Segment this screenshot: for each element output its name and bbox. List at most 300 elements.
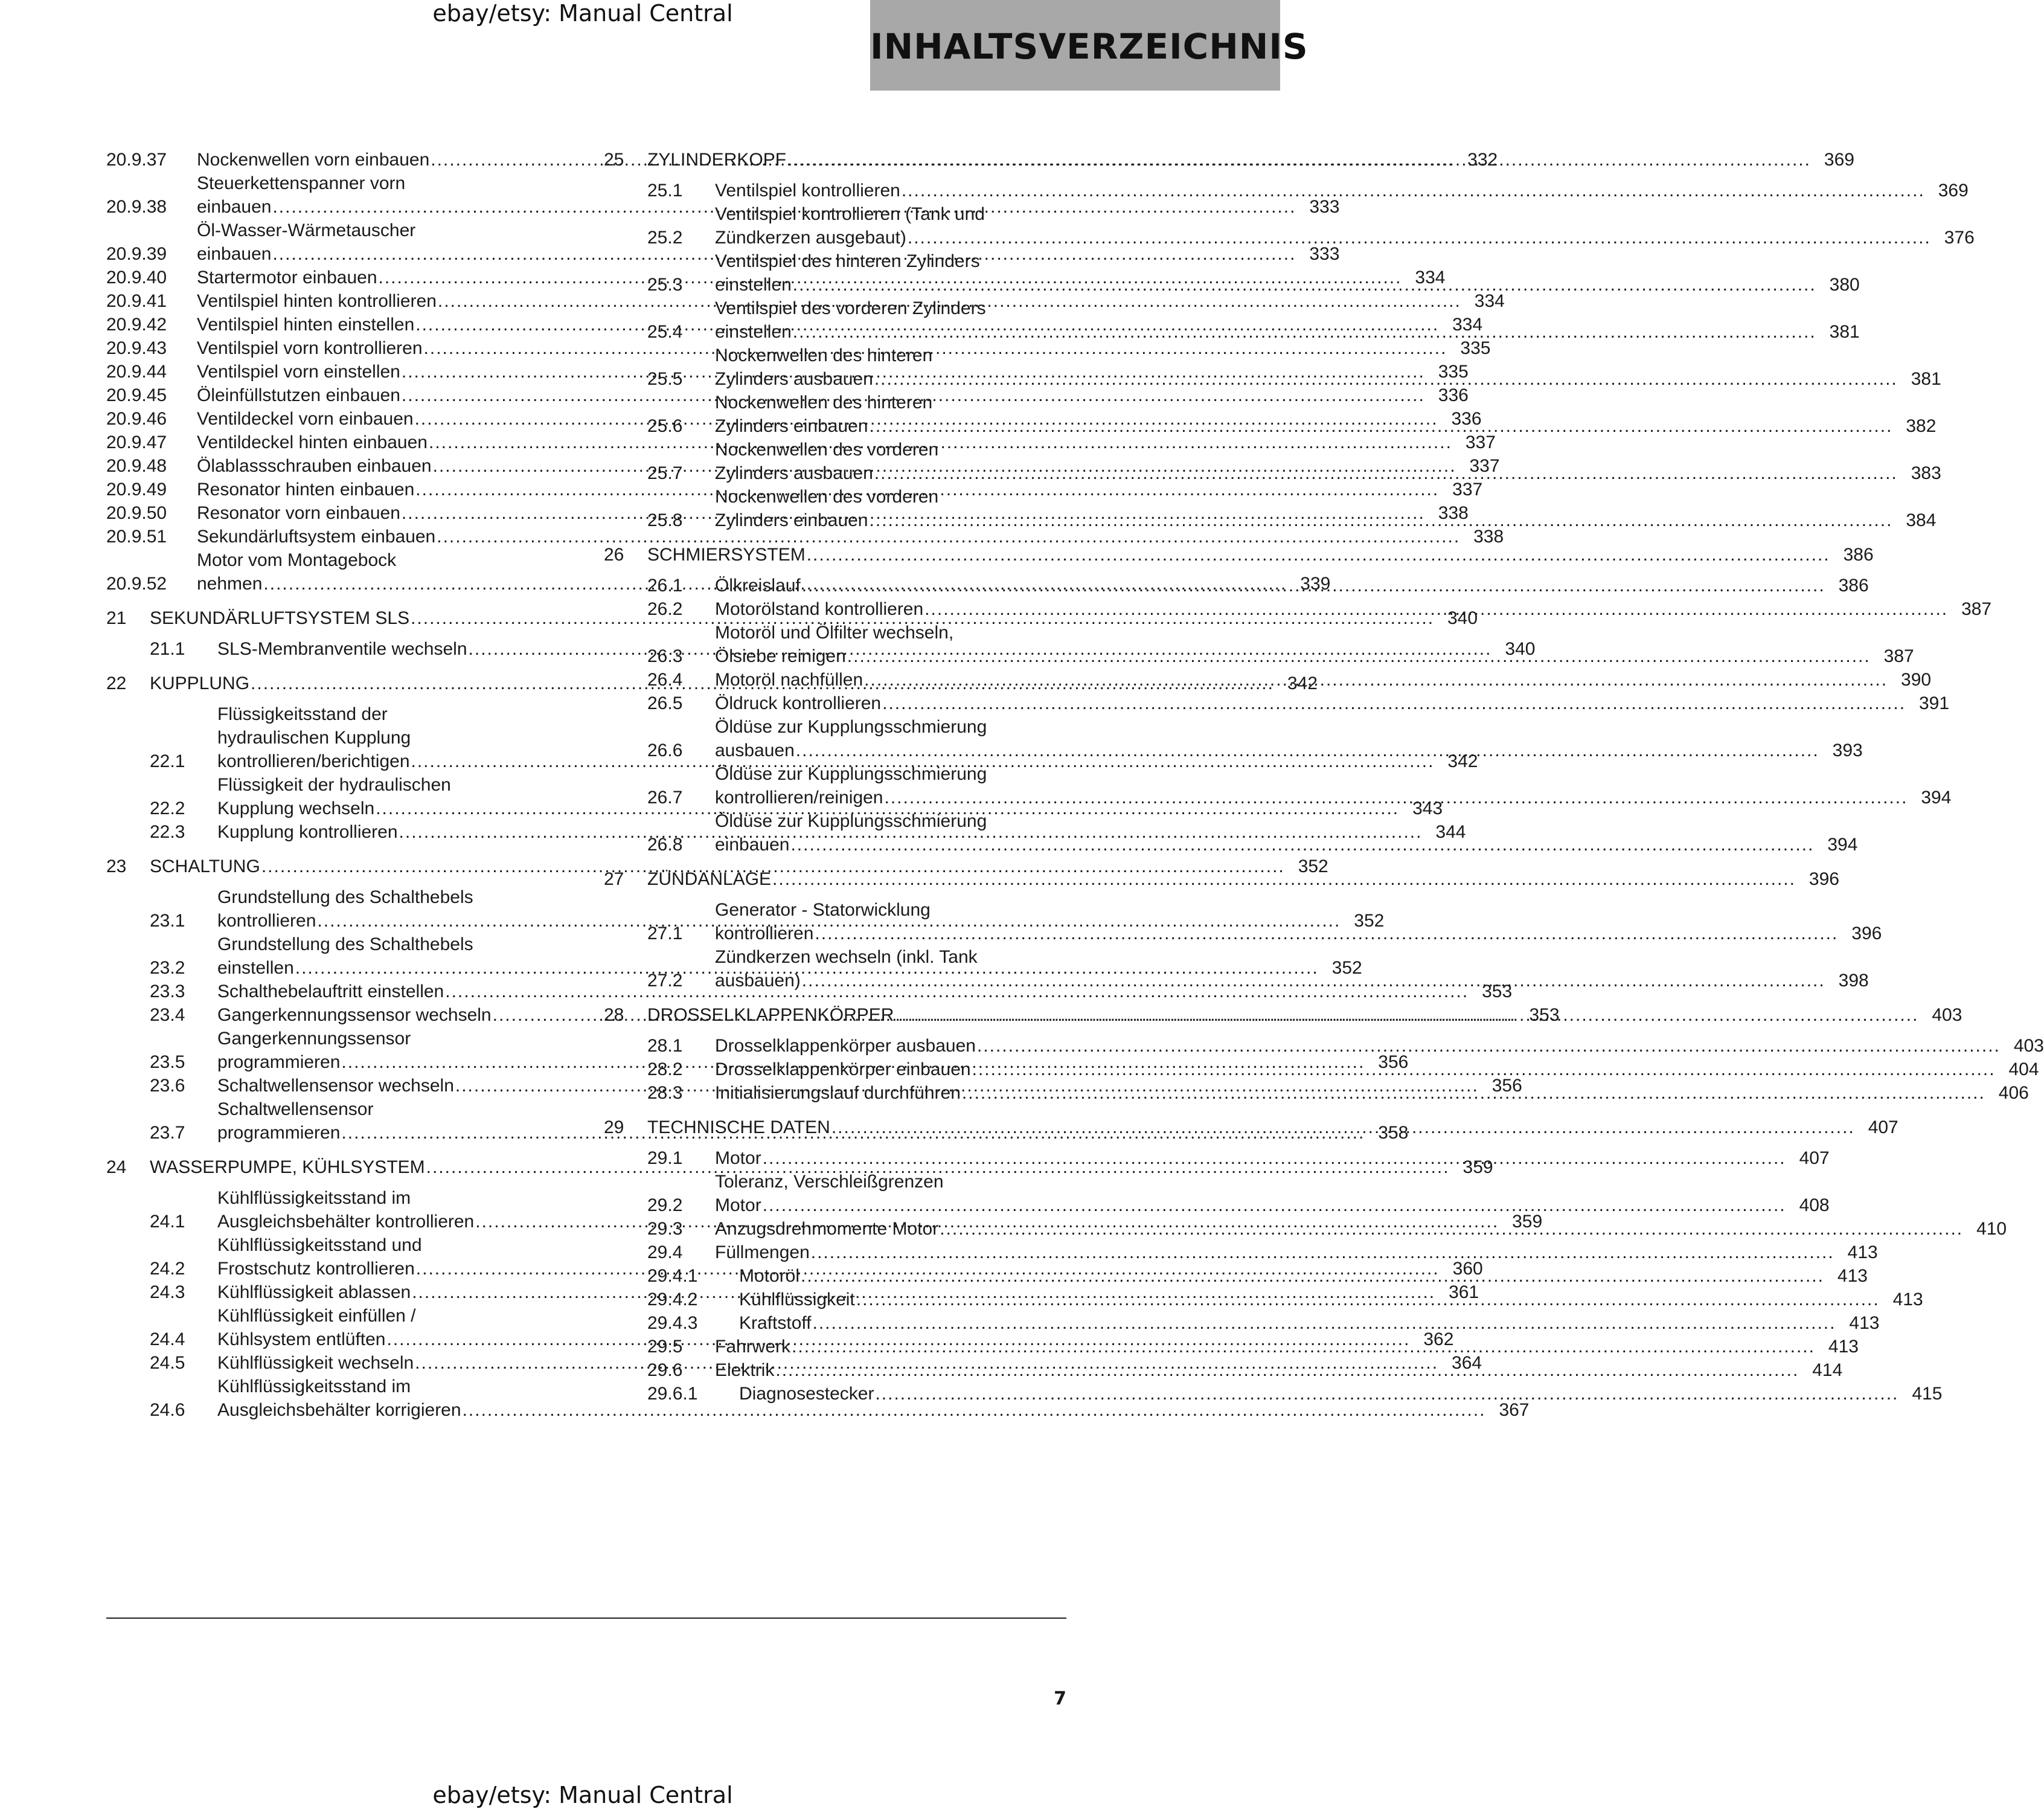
toc-entry-title: kontrollieren/reinigen <box>715 788 883 808</box>
toc-page-number: 335 <box>1460 338 1491 358</box>
toc-dot-leader <box>902 179 1925 202</box>
toc-entry-title: Zündkerzen ausgebaut) <box>715 228 906 248</box>
toc-page-number: 352 <box>1331 958 1362 978</box>
toc-dot-leader <box>793 320 1816 344</box>
toc-entry-number: 28.1 <box>647 1036 683 1056</box>
toc-page-number: 398 <box>1838 971 1869 991</box>
toc-entry-number: 26.6 <box>647 741 683 760</box>
toc-entry-number: 23.7 <box>150 1123 185 1143</box>
toc-page-number: 383 <box>1911 463 1941 483</box>
toc-entry-title: Kühlflüssigkeit <box>739 1290 855 1309</box>
toc-page-number: 394 <box>1827 835 1858 855</box>
toc-page-number: 413 <box>1849 1313 1880 1333</box>
toc-page-number: 394 <box>1921 788 1952 808</box>
header-banner <box>870 0 1309 91</box>
toc-page-number: 340 <box>1505 639 1536 659</box>
toc-entry-number: 20.9.49 <box>106 480 167 500</box>
toc-entry-number: 20.9.48 <box>106 456 167 476</box>
toc-entry-title: SEKUNDÄRLUFTSYSTEM SLS <box>150 608 410 628</box>
toc-entry-number: 26.2 <box>647 599 683 619</box>
toc-entry-title: Resonator hinten einbauen <box>197 480 415 500</box>
toc-page-number: 403 <box>1932 1005 1962 1025</box>
toc-entry-title: Füllmengen <box>715 1242 810 1262</box>
toc-page-number: 413 <box>1847 1242 1878 1262</box>
toc-page-number: 386 <box>1838 576 1869 596</box>
toc-entry-title: ausbauen) <box>715 971 801 991</box>
toc-dot-leader <box>802 574 1825 597</box>
toc-entry-number: 23.5 <box>150 1052 185 1072</box>
toc-page-number: 382 <box>1906 416 1937 436</box>
toc-entry-title: Initialisierungslauf durchführen <box>715 1083 961 1103</box>
toc-page-number: 387 <box>1883 646 1914 666</box>
toc-entry-title: Kühlsystem entlüften <box>217 1329 386 1349</box>
toc-entry-title: Motoröl nachfüllen <box>715 670 863 690</box>
toc-dot-leader <box>772 867 1796 891</box>
toc-entry-number: 20.9.50 <box>106 503 167 523</box>
toc-entry[interactable] <box>106 525 1504 548</box>
toc-entry-title: Generator - Statorwicklung <box>715 900 931 920</box>
toc-page-number: 336 <box>1451 409 1482 429</box>
toc-page-number: 334 <box>1474 291 1505 311</box>
toc-entry-number: 20.9.40 <box>106 268 167 288</box>
toc-entry-title: Resonator vorn einbauen <box>197 503 400 523</box>
toc-dot-leader <box>875 1382 1898 1406</box>
toc-dot-leader <box>977 1034 2001 1058</box>
toc-entry-title: SCHALTUNG <box>150 856 260 876</box>
toc-entry-title: Sekundärluftsystem einbauen <box>197 527 436 547</box>
toc-entry-title: einstellen <box>715 322 792 342</box>
toc-entry-number: 25.2 <box>647 228 683 248</box>
toc-page-number: 393 <box>1832 741 1863 760</box>
toc-entry-number: 20.9.52 <box>106 574 167 594</box>
toc-dot-leader <box>874 461 1898 485</box>
toc-dot-leader <box>864 668 1888 692</box>
toc-entry-title: Gangerkennungssensor wechseln <box>217 1005 492 1025</box>
toc-dot-leader <box>790 833 1814 856</box>
toc-page-number: 342 <box>1287 673 1318 693</box>
toc-page-number: 340 <box>1447 608 1478 628</box>
toc-entry-title: Motorölstand kontrollieren <box>715 599 924 619</box>
toc-entry-number: 28.2 <box>647 1059 683 1079</box>
toc-entry-title: Ventilspiel vorn einstellen <box>197 362 400 382</box>
toc-dot-leader <box>962 1081 1985 1105</box>
toc-page-number: 414 <box>1812 1360 1843 1380</box>
toc-entry-title: Motoröl <box>739 1266 800 1286</box>
toc-entry-title: Ausgleichsbehälter kontrollieren <box>217 1212 475 1232</box>
toc-page-number: 387 <box>1961 599 1992 619</box>
toc-page-number: 376 <box>1944 228 1975 248</box>
toc-entry-title: Schalthebelauftritt einstellen <box>217 982 444 1001</box>
toc-entry-number: 24.6 <box>150 1400 185 1420</box>
toc-entry-number: 20.9.47 <box>106 432 167 452</box>
toc-dot-leader <box>870 414 1893 438</box>
toc-entry-title: Diagnosestecker <box>739 1384 874 1404</box>
toc-entry-title: Kupplung wechseln <box>217 798 375 818</box>
toc-page-number: 410 <box>1976 1219 2007 1239</box>
toc-entry-number: 25.6 <box>647 416 683 436</box>
toc-dot-leader <box>885 786 1908 809</box>
toc-entry-number: 23.1 <box>150 911 185 931</box>
toc-entry-number: 29.4.1 <box>647 1266 698 1286</box>
toc-entry-number: 20.9.37 <box>106 150 167 170</box>
toc-entry-title: Nockenwellen vorn einbauen <box>197 150 430 170</box>
toc-entry-number: 26.1 <box>647 576 683 596</box>
toc-page-number: 381 <box>1829 322 1860 342</box>
toc-page-number: 413 <box>1837 1266 1868 1286</box>
toc-page-number: 359 <box>1512 1212 1543 1232</box>
toc-entry-title: Ventildeckel vorn einbauen <box>197 409 414 429</box>
toc-entry-title: Motor vom Montagebock <box>197 550 397 570</box>
toc-entry-title: ZYLINDERKOPF <box>647 150 787 170</box>
toc-entry-title: Nockenwellen des hinteren <box>715 345 933 365</box>
toc-entry-title: Anzugsdrehmomente Motor <box>715 1219 939 1239</box>
toc-page-number: 406 <box>1998 1083 2029 1103</box>
toc-entry-title: Nockenwellen des vorderen <box>715 440 939 460</box>
toc-entry[interactable] <box>604 1241 1878 1264</box>
toc-entry[interactable] <box>604 179 1969 202</box>
toc-entry-title: Öl-Wasser-Wärmetauscher <box>197 220 416 240</box>
toc-page-number: 407 <box>1868 1117 1898 1137</box>
toc-entry-title: Grundstellung des Schalthebels <box>217 934 473 954</box>
toc-entry-number: 24.2 <box>150 1259 185 1279</box>
watermark-top: ebay/etsy: Manual Central <box>432 0 733 27</box>
toc-page-number: 353 <box>1482 982 1513 1001</box>
toc-page-number: 369 <box>1824 150 1854 170</box>
toc-entry-number: 29.4.2 <box>647 1290 698 1309</box>
toc-entry-number: 26.3 <box>647 646 683 666</box>
toc-page-number: 396 <box>1809 869 1839 889</box>
toc-entry-number: 26.5 <box>647 693 683 713</box>
toc-entry-number: 29.3 <box>647 1219 683 1239</box>
toc-entry-title: Öleinfüllstutzen einbauen <box>197 385 400 405</box>
toc-entry-number: 26.8 <box>647 835 683 855</box>
toc-entry-title: Toleranz, Verschleißgrenzen <box>715 1172 944 1192</box>
toc-page-number: 332 <box>1467 150 1498 170</box>
toc-entry-number: 24.1 <box>150 1212 185 1232</box>
toc-entry-title: Drosselklappenkörper ausbauen <box>715 1036 976 1056</box>
toc-dot-leader <box>793 273 1816 297</box>
toc-page-number: 407 <box>1799 1148 1830 1168</box>
toc-entry-number: 29.5 <box>647 1337 683 1357</box>
toc-page-number: 381 <box>1911 369 1941 389</box>
toc-page-number: 364 <box>1452 1353 1482 1373</box>
toc-entry-number: 26.7 <box>647 788 683 808</box>
toc-page-number: 369 <box>1938 181 1969 201</box>
toc-page-number: 386 <box>1843 545 1874 565</box>
toc-entry-title: KUPPLUNG <box>150 673 250 693</box>
toc-page-number: 337 <box>1465 432 1496 452</box>
toc-entry-number: 20.9.51 <box>106 527 167 547</box>
toc-entry-number: 20.9.38 <box>106 197 167 217</box>
toc-entry-title: Ventilspiel kontrollieren (Tank und <box>715 204 985 224</box>
toc-page-number: 335 <box>1438 362 1469 382</box>
toc-page-number: 358 <box>1378 1123 1409 1143</box>
toc-entry-title: programmieren <box>217 1052 341 1072</box>
toc-entry-title: einbauen <box>197 197 272 217</box>
toc-entry-title: Elektrik <box>715 1360 775 1380</box>
toc-entry-number: 20.9.45 <box>106 385 167 405</box>
toc-page-number: 356 <box>1378 1052 1409 1072</box>
toc-entry-title: Flüssigkeit der hydraulischen <box>217 775 451 795</box>
toc-entry-title: Kühlflüssigkeitsstand im <box>217 1188 411 1208</box>
toc-entry[interactable] <box>604 1382 1943 1406</box>
toc-entry-number: 25.3 <box>647 275 683 295</box>
toc-entry-number: 20.9.44 <box>106 362 167 382</box>
toc-dot-leader <box>801 1264 1824 1288</box>
toc-page-number: 360 <box>1452 1259 1483 1279</box>
toc-entry-title: Frostschutz kontrollieren <box>217 1259 415 1279</box>
toc-entry-number: 29.6 <box>647 1360 683 1380</box>
toc-entry-title: programmieren <box>217 1123 341 1143</box>
toc-page-number: 396 <box>1851 924 1882 943</box>
toc-entry-title: Ölablassschrauben einbauen <box>197 456 432 476</box>
toc-entry-number: 24 <box>106 1157 127 1177</box>
toc-entry[interactable] <box>604 1034 2044 1058</box>
toc-dot-leader <box>807 543 1830 567</box>
toc-page-number: 333 <box>1309 197 1340 217</box>
toc-entry-title: Nockenwellen des hinteren <box>715 393 933 413</box>
toc-page-number: 337 <box>1469 456 1500 476</box>
toc-entry-title: Kühlflüssigkeit wechseln <box>217 1353 414 1373</box>
toc-entry-number: 29 <box>604 1117 624 1137</box>
toc-dot-leader <box>775 1358 1799 1382</box>
toc-entry-number: 25.1 <box>647 181 683 201</box>
toc-dot-leader <box>870 509 1893 532</box>
toc-entry-title: einbauen <box>715 835 790 855</box>
toc-entry-title: Motor <box>715 1195 761 1215</box>
toc-page-number: 390 <box>1901 670 1932 690</box>
toc-entry-title: Fahrwerk <box>715 1337 791 1357</box>
toc-entry-title: SLS-Membranventile wechseln <box>217 639 467 659</box>
toc-dot-leader <box>856 1288 1880 1311</box>
toc-entry-title: einstellen <box>715 275 792 295</box>
toc-entry-title: kontrollieren/berichtigen <box>217 751 410 771</box>
toc-entry-title: Gangerkennungssensor <box>217 1029 411 1049</box>
toc-page-number: 362 <box>1423 1329 1454 1349</box>
toc-entry[interactable] <box>604 1170 1830 1217</box>
toc-entry-number: 20.9.41 <box>106 291 167 311</box>
toc-dot-leader <box>802 969 1825 992</box>
toc-page-number: 333 <box>1309 244 1340 264</box>
toc-page-number: 380 <box>1829 275 1860 295</box>
toc-entry-title: WASSERPUMPE, KÜHLSYSTEM <box>150 1157 425 1177</box>
toc-entry-title: kontrollieren <box>217 911 316 931</box>
toc-entry-title: Ventilspiel vorn kontrollieren <box>197 338 423 358</box>
toc-entry-title: hydraulischen Kupplung <box>217 728 411 748</box>
toc-page-number: 337 <box>1452 480 1483 500</box>
toc-entry-title: Flüssigkeitsstand der <box>217 704 388 724</box>
toc-entry-number: 20.9.46 <box>106 409 167 429</box>
toc-page-number: 339 <box>1300 574 1331 594</box>
toc-entry-title: Steuerkettenspanner vorn <box>197 173 406 193</box>
toc-entry-number: 21 <box>106 608 127 628</box>
toc-dot-leader <box>972 1058 1996 1081</box>
toc-entry-number: 28 <box>604 1005 624 1025</box>
toc-entry-title: Zylinders einbauen <box>715 416 868 436</box>
toc-entry-title: nehmen <box>197 574 263 594</box>
toc-entry-title: Kühlflüssigkeitsstand und <box>217 1235 422 1255</box>
toc-entry-title: Ventilspiel hinten kontrollieren <box>197 291 437 311</box>
toc-dot-leader <box>815 922 1838 945</box>
toc-page-number: 403 <box>2013 1036 2044 1056</box>
toc-entry-number: 29.6.1 <box>647 1384 698 1404</box>
toc-entry-number: 23.3 <box>150 982 185 1001</box>
toc-page-number: 334 <box>1415 268 1446 288</box>
toc-page-number: 342 <box>1447 751 1478 771</box>
toc-entry-title: Schaltwellensensor <box>217 1099 374 1119</box>
toc-entry-number: 24.4 <box>150 1329 185 1349</box>
toc-page-number: 353 <box>1529 1005 1560 1025</box>
toc-dot-leader <box>940 1217 1963 1241</box>
toc-dot-leader <box>895 1003 1918 1027</box>
toc-dot-leader <box>787 148 1811 172</box>
toc-dot-leader <box>763 1194 1786 1217</box>
toc-entry-number: 25 <box>604 150 624 170</box>
toc-entry-number: 25.4 <box>647 322 683 342</box>
toc-page-number: 361 <box>1449 1282 1479 1302</box>
toc-entry-number: 20.9.42 <box>106 315 167 335</box>
toc-chapter-entry[interactable] <box>604 543 1874 567</box>
toc-page-number: 415 <box>1912 1384 1943 1404</box>
toc-entry-number: 29.2 <box>647 1195 683 1215</box>
toc-entry-title: Ventilspiel hinten einstellen <box>197 315 415 335</box>
toc-entry-number: 26 <box>604 545 624 565</box>
toc-entry-number: 24.3 <box>150 1282 185 1302</box>
toc-entry-number: 20.9.39 <box>106 244 167 264</box>
toc-page-number: 367 <box>1499 1400 1530 1420</box>
toc-entry-title: DROSSELKLAPPENKÖRPER <box>647 1005 894 1025</box>
toc-entry-number: 27.2 <box>647 971 683 991</box>
toc-entry-title: Kühlflüssigkeitsstand im <box>217 1377 411 1396</box>
footer-divider <box>106 1618 1066 1619</box>
toc-dot-leader <box>813 1311 1836 1335</box>
toc-entry-number: 20.9.43 <box>106 338 167 358</box>
toc-dot-leader <box>924 597 1948 621</box>
toc-page-number: 334 <box>1452 315 1483 335</box>
toc-entry-number: 26.4 <box>647 670 683 690</box>
toc-entry-number: 27.1 <box>647 924 683 943</box>
toc-entry[interactable] <box>604 692 1950 715</box>
toc-entry-title: Zylinders ausbauen <box>715 369 873 389</box>
toc-entry-title: Motor <box>715 1148 761 1168</box>
toc-entry-number: 23 <box>106 856 127 876</box>
toc-entry-number: 22.1 <box>150 751 185 771</box>
toc-entry-title: Zylinders ausbauen <box>715 463 873 483</box>
toc-entry-number: 21.1 <box>150 639 185 659</box>
toc-dot-leader <box>908 226 1931 249</box>
toc-entry-number: 23.6 <box>150 1076 185 1096</box>
toc-page-number: 359 <box>1463 1157 1493 1177</box>
toc-dot-leader <box>763 1146 1786 1170</box>
toc-entry-title: Öldüse zur Kupplungsschmierung <box>715 717 987 737</box>
toc-entry[interactable] <box>604 1311 1880 1335</box>
toc-entry-number: 22.2 <box>150 798 185 818</box>
toc-entry-title: Ventilspiel des hinteren Zylinders <box>715 251 980 271</box>
toc-entry-title: TECHNISCHE DATEN <box>647 1117 830 1137</box>
toc-entry-title: Kraftstoff <box>739 1313 812 1333</box>
toc-entry-number: 22 <box>106 673 127 693</box>
toc-entry-title: Zündkerzen wechseln (inkl. Tank <box>715 947 978 967</box>
toc-entry-title: ausbauen <box>715 741 795 760</box>
toc-entry-title: SCHMIERSYSTEM <box>647 545 806 565</box>
toc-entry-title: Kühlflüssigkeit einfüllen / <box>217 1306 416 1326</box>
toc-page-number: 338 <box>1438 503 1469 523</box>
toc-entry-title: einstellen <box>217 958 294 978</box>
toc-page-number: 336 <box>1438 385 1469 405</box>
toc-entry-title: Ventilspiel kontrollieren <box>715 181 900 201</box>
toc-entry-title: Ventildeckel hinten einbauen <box>197 432 428 452</box>
toc-page-number: 413 <box>1892 1290 1923 1309</box>
toc-dot-leader <box>847 644 1871 668</box>
toc-entry-title: Nockenwellen des vorderen <box>715 487 939 507</box>
toc-entry-title: Kühlflüssigkeit ablassen <box>217 1282 411 1302</box>
toc-entry-title: Öldruck kontrollieren <box>715 693 882 713</box>
toc-entry-title: Kupplung kontrollieren <box>217 822 398 842</box>
toc-page-number: 344 <box>1435 822 1466 842</box>
toc-entry-number: 23.4 <box>150 1005 185 1025</box>
toc-page-number: 352 <box>1354 911 1385 931</box>
toc-page-number: 404 <box>2008 1059 2039 1079</box>
toc-entry-number: 25.7 <box>647 463 683 483</box>
toc-entry-title: Öldüse zur Kupplungsschmierung <box>715 764 987 784</box>
toc-entry-title: Drosselklappenkörper einbauen <box>715 1059 971 1079</box>
toc-page-number: 408 <box>1799 1195 1830 1215</box>
toc-entry-title: Startermotor einbauen <box>197 268 377 288</box>
toc-chapter-entry[interactable] <box>604 867 1839 891</box>
toc-dot-leader <box>792 1335 1815 1358</box>
toc-page-number: 343 <box>1412 798 1443 818</box>
toc-entry-title: ZÜNDANLAGE <box>647 869 772 889</box>
page-title: INHALTSVERZEICHNIS <box>870 26 1309 67</box>
watermark-bottom: ebay/etsy: Manual Central <box>432 1782 733 1808</box>
toc-page-number: 391 <box>1919 693 1950 713</box>
toc-entry-number: 28.3 <box>647 1083 683 1103</box>
toc-entry-title: Grundstellung des Schalthebels <box>217 887 473 907</box>
toc-entry-title: Ölkreislauf <box>715 576 801 596</box>
toc-dot-leader <box>811 1241 1834 1264</box>
toc-entry-number: 25.8 <box>647 510 683 530</box>
toc-entry-title: einbauen <box>197 244 272 264</box>
toc-page-number: 338 <box>1473 527 1504 547</box>
toc-entry-title: Öldüse zur Kupplungsschmierung <box>715 811 987 831</box>
toc-dot-leader <box>874 367 1898 391</box>
toc-entry-number: 24.5 <box>150 1353 185 1373</box>
toc-entry-title: Zylinders einbauen <box>715 510 868 530</box>
toc-entry-number: 29.4 <box>647 1242 683 1262</box>
toc-entry-title: Ölsiebe reinigen <box>715 646 846 666</box>
toc-page-number: 413 <box>1828 1337 1859 1357</box>
toc-entry-title: Schaltwellensensor wechseln <box>217 1076 454 1096</box>
toc-dot-leader <box>882 692 1906 715</box>
toc-entry-number: 29.4.3 <box>647 1313 698 1333</box>
page-number: 7 <box>1054 1688 1066 1709</box>
toc-entry-title: Motoröl und Ölfilter wechseln, <box>715 623 954 643</box>
toc-page-number: 356 <box>1491 1076 1522 1096</box>
toc-page-number: 352 <box>1298 856 1328 876</box>
toc-entry-number: 29.1 <box>647 1148 683 1168</box>
toc-entry-number: 27 <box>604 869 624 889</box>
toc-page-number: 384 <box>1906 510 1937 530</box>
toc-dot-leader <box>831 1116 1855 1139</box>
toc-dot-leader <box>796 739 1819 762</box>
toc-entry-title: Ausgleichsbehälter korrigieren <box>217 1400 461 1420</box>
toc-entry-title: kontrollieren <box>715 924 814 943</box>
toc-entry-number: 23.2 <box>150 958 185 978</box>
toc-entry-number: 22.3 <box>150 822 185 842</box>
toc-entry-number: 25.5 <box>647 369 683 389</box>
toc-chapter-entry[interactable] <box>106 855 1328 878</box>
toc-entry-title: Ventilspiel des vorderen Zylinders <box>715 298 986 318</box>
